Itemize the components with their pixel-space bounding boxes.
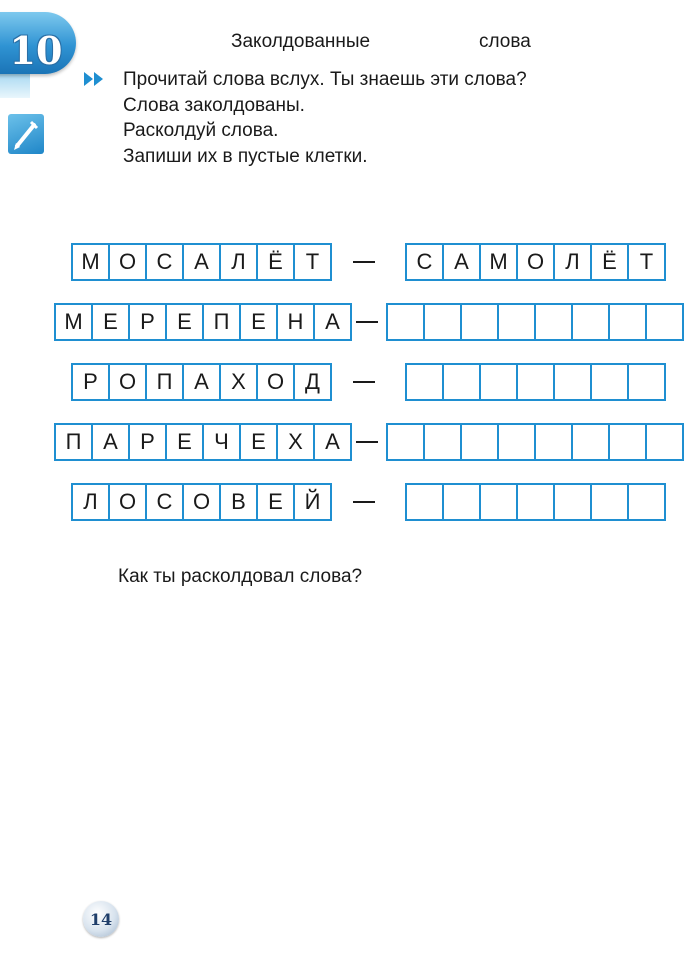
scrambled-word-row: [71, 363, 332, 401]
title-word-1: Заколдованные: [231, 31, 371, 52]
lesson-number: 10: [9, 28, 63, 73]
answer-cell[interactable]: [518, 483, 555, 521]
answer-cell[interactable]: [536, 303, 573, 341]
letter-cell: О: [110, 363, 147, 401]
letter-cell: Н: [278, 303, 315, 341]
letter-cell: А: [315, 423, 352, 461]
letter-cell: Е: [258, 483, 295, 521]
letter-cell: П: [147, 363, 184, 401]
letter-cell: О: [110, 483, 147, 521]
answer-cell[interactable]: [610, 303, 647, 341]
letter-cell: Е: [93, 303, 130, 341]
dash-separator: [356, 441, 378, 443]
answer-cell[interactable]: [499, 423, 536, 461]
answer-cell[interactable]: [518, 363, 555, 401]
scrambled-word-row: [54, 303, 352, 341]
letter-cell: С: [147, 483, 184, 521]
letter-cell: Й: [295, 483, 332, 521]
answer-cell: Ё: [592, 243, 629, 281]
answer-cell[interactable]: [629, 483, 666, 521]
letter-cell: П: [54, 423, 93, 461]
letter-cell: О: [110, 243, 147, 281]
letter-cell: Р: [130, 303, 167, 341]
letter-cell: С: [147, 243, 184, 281]
answer-cell[interactable]: [481, 363, 518, 401]
dash-separator: [353, 381, 375, 383]
dash-separator: [353, 501, 375, 503]
pencil-icon: [8, 114, 44, 154]
letter-cell: Р: [130, 423, 167, 461]
instruction-line-4: Запиши их в пустые клетки.: [123, 146, 368, 167]
answer-cell[interactable]: [647, 303, 684, 341]
letter-cell: Т: [295, 243, 332, 281]
answer-cell[interactable]: [462, 303, 499, 341]
letter-cell: Е: [241, 303, 278, 341]
letter-cell: Л: [71, 483, 110, 521]
answer-cell[interactable]: [629, 363, 666, 401]
answer-cell: О: [518, 243, 555, 281]
letter-cell: Д: [295, 363, 332, 401]
answer-cell[interactable]: [536, 423, 573, 461]
question-text: Как ты расколдовал слова?: [118, 566, 363, 587]
answer-cell[interactable]: [386, 303, 425, 341]
answer-cell[interactable]: [610, 423, 647, 461]
title-word-2: слова: [479, 31, 531, 52]
answer-word-row: [405, 243, 666, 281]
letter-cell: А: [315, 303, 352, 341]
letter-cell: Ч: [204, 423, 241, 461]
answer-cell[interactable]: [444, 483, 481, 521]
scrambled-word-row: [71, 243, 332, 281]
instruction-line-1: Прочитай слова вслух. Ты знаешь эти слова?: [123, 69, 527, 90]
answer-cell[interactable]: [647, 423, 684, 461]
page-number: 14: [83, 901, 119, 937]
letter-cell: А: [184, 363, 221, 401]
letter-cell: Е: [167, 303, 204, 341]
dash-separator: [356, 321, 378, 323]
dash-separator: [353, 261, 375, 263]
instruction-line-2: Слова заколдованы.: [123, 95, 305, 116]
letter-cell: Е: [241, 423, 278, 461]
letter-cell: Р: [71, 363, 110, 401]
letter-cell: О: [258, 363, 295, 401]
answer-cell[interactable]: [555, 483, 592, 521]
answer-word-row: [386, 303, 684, 341]
answer-cell[interactable]: [386, 423, 425, 461]
answer-cell[interactable]: [573, 423, 610, 461]
letter-cell: Л: [221, 243, 258, 281]
answer-cell[interactable]: [481, 483, 518, 521]
answer-cell: А: [444, 243, 481, 281]
letter-cell: П: [204, 303, 241, 341]
answer-cell: Л: [555, 243, 592, 281]
letter-cell: А: [184, 243, 221, 281]
scrambled-word-row: [71, 483, 332, 521]
answer-word-row: [386, 423, 684, 461]
letter-cell: А: [93, 423, 130, 461]
answer-cell: С: [405, 243, 444, 281]
letter-cell: Х: [221, 363, 258, 401]
letter-cell: Ё: [258, 243, 295, 281]
answer-cell[interactable]: [573, 303, 610, 341]
answer-cell[interactable]: [592, 483, 629, 521]
answer-cell: М: [481, 243, 518, 281]
answer-cell[interactable]: [405, 363, 444, 401]
answer-cell[interactable]: [499, 303, 536, 341]
answer-cell[interactable]: [405, 483, 444, 521]
letter-cell: В: [221, 483, 258, 521]
answer-cell[interactable]: [592, 363, 629, 401]
answer-cell: Т: [629, 243, 666, 281]
answer-word-row: [405, 363, 666, 401]
double-arrow-icon: [84, 71, 106, 87]
letter-cell: Х: [278, 423, 315, 461]
answer-cell[interactable]: [555, 363, 592, 401]
letter-cell: М: [54, 303, 93, 341]
letter-cell: О: [184, 483, 221, 521]
answer-cell[interactable]: [462, 423, 499, 461]
answer-cell[interactable]: [425, 423, 462, 461]
answer-word-row: [405, 483, 666, 521]
instruction-line-3: Расколдуй слова.: [123, 120, 279, 141]
letter-cell: Е: [167, 423, 204, 461]
letter-cell: М: [71, 243, 110, 281]
answer-cell[interactable]: [444, 363, 481, 401]
badge-shadow: [0, 70, 30, 98]
answer-cell[interactable]: [425, 303, 462, 341]
scrambled-word-row: [54, 423, 352, 461]
